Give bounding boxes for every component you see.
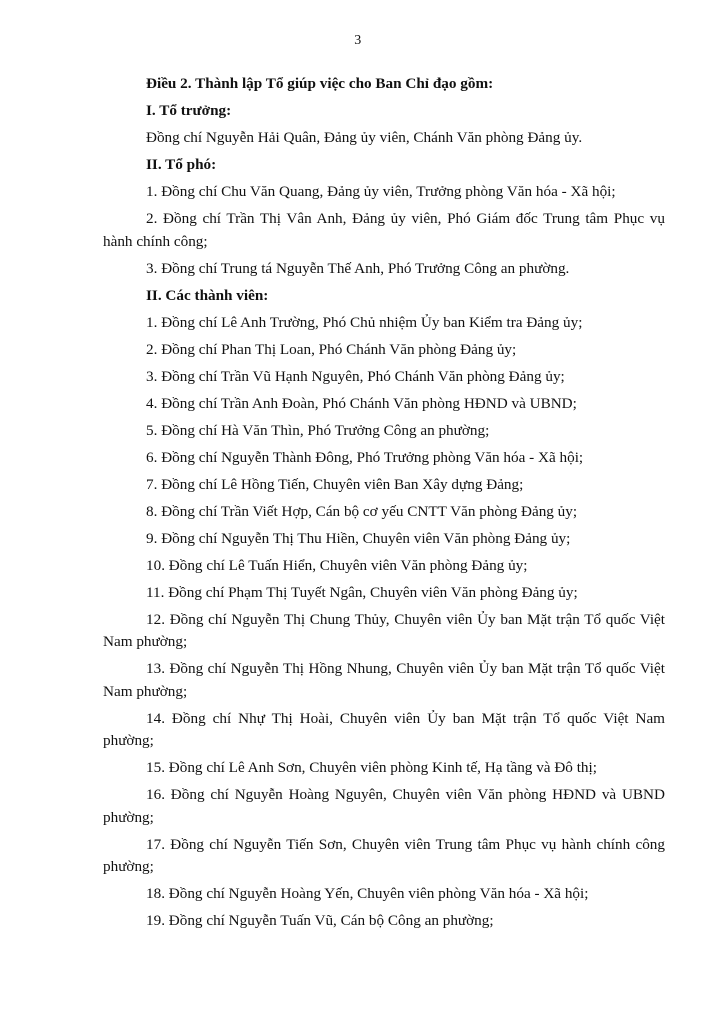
member-item: 18. Đồng chí Nguyễn Hoàng Yến, Chuyên viên phòng Văn hóa - Xã hội; bbox=[146, 885, 589, 902]
section-heading-deputy: II. Tổ phó: bbox=[146, 156, 217, 173]
member-item: 16. Đồng chí Nguyễn Hoàng Nguyên, Chuyên viên Văn phòng HĐND và UBND phường; bbox=[103, 786, 665, 826]
deputy-item: 2. Đồng chí Trần Thị Vân Anh, Đảng ủy viên, Phó Giám đốc Trung tâm Phục vụ hành chính công; bbox=[103, 210, 665, 250]
section-heading-members: II. Các thành viên: bbox=[146, 286, 269, 304]
member-item: 6. Đồng chí Nguyễn Thành Đông, Phó Trưởng phòng Văn hóa - Xã hội; bbox=[146, 448, 584, 466]
member-item: 19. Đồng chí Nguyễn Tuấn Vũ, Cán bộ Công an phường; bbox=[146, 912, 494, 929]
deputy-item: 3. Đồng chí Trung tá Nguyễn Thế Anh, Phó Trưởng Công an phường. bbox=[146, 259, 570, 277]
member-item: 5. Đồng chí Hà Văn Thìn, Phó Trưởng Công an phường; bbox=[146, 421, 490, 439]
member-item: 8. Đồng chí Trần Viết Hợp, Cán bộ cơ yếu CNTT Văn phòng Đảng ủy; bbox=[146, 502, 578, 520]
member-item: 1. Đồng chí Lê Anh Trường, Phó Chủ nhiệm Ủy ban Kiểm tra Đảng ủy; bbox=[146, 313, 583, 331]
member-item: 3. Đồng chí Trần Vũ Hạnh Nguyên, Phó Chánh Văn phòng Đảng ủy; bbox=[146, 367, 565, 385]
article-heading: Điều 2. Thành lập Tổ giúp việc cho Ban Chỉ đạo gồm: bbox=[146, 75, 494, 92]
member-item: 15. Đồng chí Lê Anh Sơn, Chuyên viên phòng Kinh tế, Hạ tầng và Đô thị; bbox=[146, 759, 597, 776]
member-item: 7. Đồng chí Lê Hồng Tiến, Chuyên viên Ban Xây dựng Đảng; bbox=[146, 475, 524, 493]
member-item: 17. Đồng chí Nguyễn Tiến Sơn, Chuyên viên Trung tâm Phục vụ hành chính công phường; bbox=[103, 835, 665, 875]
page-number: 3 bbox=[354, 33, 362, 48]
leader-paragraph: Đồng chí Nguyễn Hải Quân, Đảng ủy viên, Chánh Văn phòng Đảng ủy. bbox=[146, 129, 583, 146]
member-item: 4. Đồng chí Trần Anh Đoàn, Phó Chánh Văn phòng HĐND và UBND; bbox=[146, 394, 577, 412]
document-body bbox=[103, 73, 665, 937]
member-item: 9. Đồng chí Nguyễn Thị Thu Hiền, Chuyên viên Văn phòng Đảng ủy; bbox=[146, 529, 571, 547]
member-item: 2. Đồng chí Phan Thị Loan, Phó Chánh Văn phòng Đảng ủy; bbox=[146, 340, 517, 358]
member-item: 11. Đồng chí Phạm Thị Tuyết Ngân, Chuyên viên Văn phòng Đảng ủy; bbox=[146, 583, 578, 601]
member-item: 12. Đồng chí Nguyễn Thị Chung Thủy, Chuyên viên Ủy ban Mặt trận Tổ quốc Việt Nam phường; bbox=[103, 610, 665, 650]
member-item: 13. Đồng chí Nguyễn Thị Hồng Nhung, Chuyên viên Ủy ban Mặt trận Tổ quốc Việt Nam phường; bbox=[103, 660, 665, 700]
member-item: 14. Đồng chí Nhự Thị Hoài, Chuyên viên Ủy ban Mặt trận Tổ quốc Việt Nam phường; bbox=[103, 709, 665, 749]
section-heading-leader: I. Tổ trưởng: bbox=[146, 102, 232, 119]
member-item: 10. Đồng chí Lê Tuấn Hiển, Chuyên viên Văn phòng Đảng ủy; bbox=[146, 556, 528, 574]
deputy-item: 1. Đồng chí Chu Văn Quang, Đảng ủy viên, Trưởng phòng Văn hóa - Xã hội; bbox=[146, 183, 616, 200]
